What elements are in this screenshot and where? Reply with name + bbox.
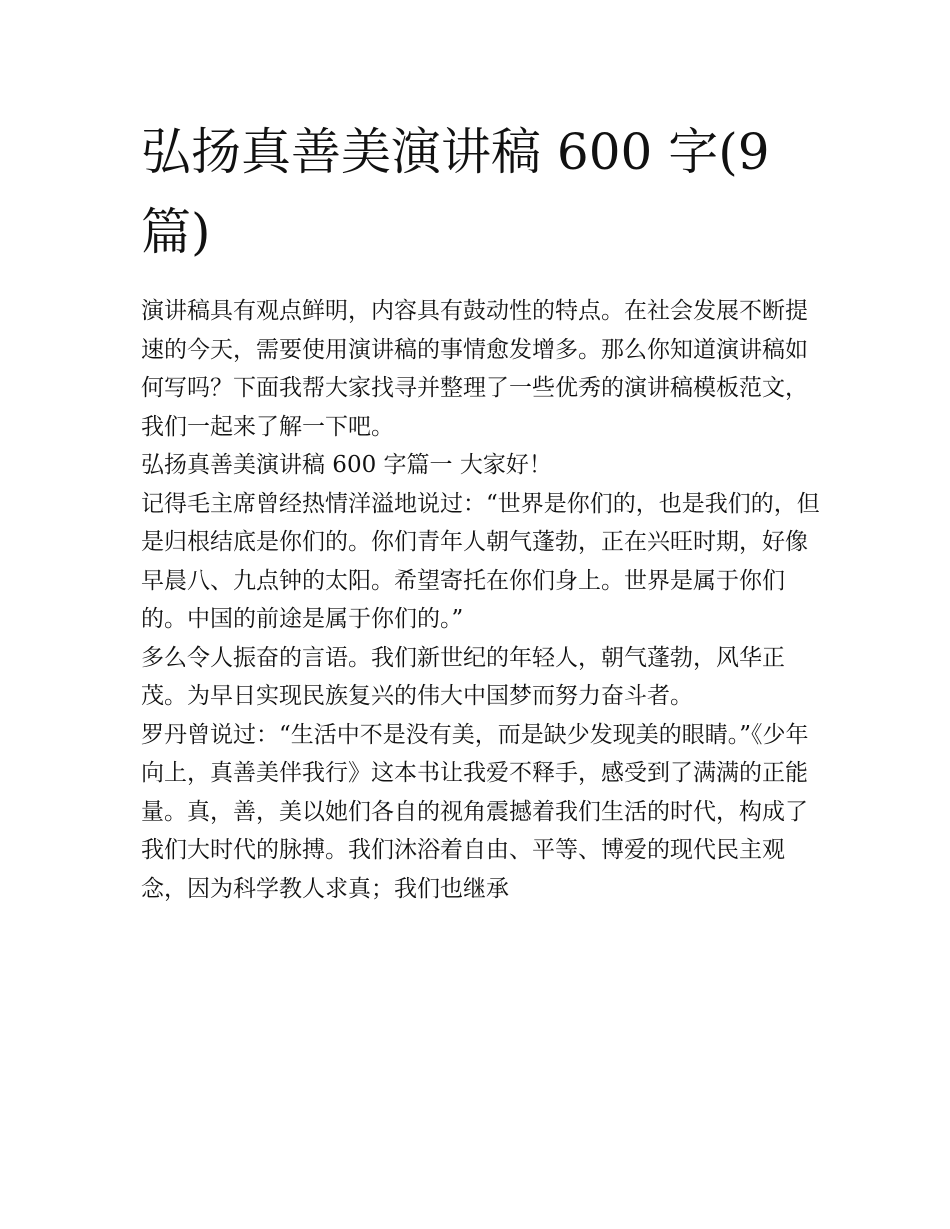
paragraph-inspiring: 多么令人振奋的言语。我们新世纪的年轻人，朝气蓬勃，风华正茂。为早日实现民族复兴的伟大中国梦而努力奋斗者。 [141, 644, 785, 709]
title-line-1: 弘扬真善美演讲稿 600 字(9 [141, 123, 770, 181]
document-body [141, 292, 821, 908]
paragraph-quote-mao: 记得毛主席曾经热情洋溢地说过：“世界是你们的，也是我们的，但是归根结底是你们的。你们青年人朝气蓬勃，正在兴旺时期，好像早晨八、九点钟的太阳。希望寄托在你们身上。世界是属于你们的。中国的前途是属于你们的。” [141, 490, 820, 632]
paragraph-rodin: 罗丹曾说过：“生活中不是没有美，而是缺少发现美的眼睛。”《少年向上，真善美伴我行》这本书让我爱不释手，感受到了满满的正能量。真，善，美以她们各自的视角震撼着我们生活的时代，构成了我们大时代的脉搏。我们沐浴着自由、平等、博爱的现代民主观念，因为科学教人求真；我们也继承 [141, 721, 809, 902]
paragraph-intro: 演讲稿具有观点鲜明，内容具有鼓动性的特点。在社会发展不断提速的今天，需要使用演讲稿的事情愈发增多。那么你知道演讲稿如何写吗？下面我帮大家找寻并整理了一些优秀的演讲稿模板范文，我们一起来了解一下吧。 [141, 298, 808, 440]
document-page [141, 112, 821, 908]
paragraph-heading-1: 弘扬真善美演讲稿 600 字篇一 大家好！ [141, 452, 552, 478]
title-line-2: 篇) [141, 203, 211, 261]
document-title [141, 112, 821, 272]
